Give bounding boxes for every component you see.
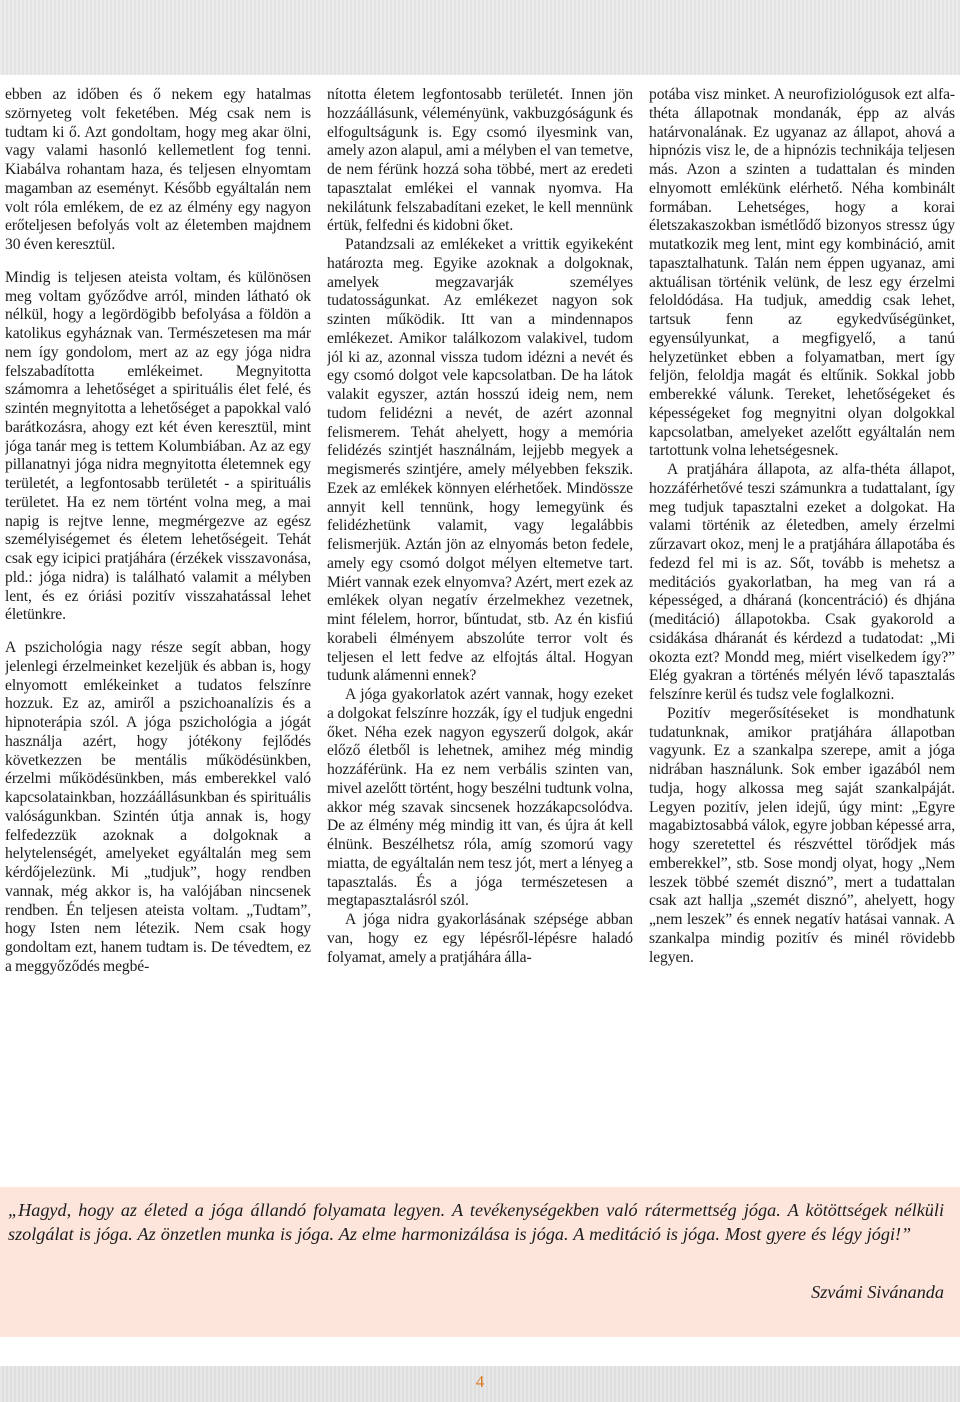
paragraph: A pszichológia nagy része segít abban, hogy jelenlegi érzelmeinket kezeljük és abban is, hogy elnyomott emlékeinket a tudatos felszínre hozzuk. Ez az, amiről a pszichoanalízis és a hipnoterápia szól. A jóga pszichológia a jógát használja azért, hogy jótékony fejlődés következzen be mentális működésünkben, érzelmi működésünkben, más emberekkel való kapcsolatainkban, hozzáállásunkban és spirituális valóságunkban. Szintén útja annak is, hogy felfedezzük azoknak a dolgoknak a helytelenségét, amelyeket egyáltalán meg sem kérdőjelezünk. Mi „tudjuk”, hogy rendben vannak, még akkor is, ha valójában nincsenek rendben. Én teljesen ateista voltam. „Tudtam”, hogy Isten nem létezik. Nem csak hogy gondoltam ezt, hanem tudtam is. De tévedtem, ez a meggyőződés megbé- — [5, 639, 311, 975]
paragraph: potába visz minket. A neurofiziológusok ezt alfa-théta állapotnak mondanák, épp az alvás határvonalának. Ez ugyanaz az állapot, ahová a hipnózis visz le, de a hipnózis technikája teljesen más. Azon a szinten a tudattalan és minden elnyomott emlékünk elérhető. Néha kombinált formában. Lehetséges, hogy a korai életszakaszokban ismétlődő bizonyos stressz úgy mutatkozik meg lent, mint egy kombináció, amit tapasztalhatunk. Talán nem éppen ugyanaz, ami aktuálisan történik velünk, de lesz egy érzelmi feloldódása. Ha tudjuk, ameddig csak lehet, tartsuk fenn az egykedvűségünket, egyensúlyunkat, a megfigyelő, a tanú helyzetünket ebben a folyamatban, mert így feljön, feloldja magát és eltűnik. Sokkal jobb emberekké válunk. Tereket, lehetőségeket és képességeket fog megnyitni olyan dolgokkal kapcsolatban, amelyeket azelőtt egyáltalán nem tartottunk volna lehetségesnek. — [649, 86, 955, 460]
column-2 — [327, 86, 633, 1178]
paragraph: A jóga gyakorlatok azért vannak, hogy ezeket a dolgokat felszínre hozzák, így el tudjuk engedni őket. Néha ezek nagyon egyszerű dolgok, akár előző életből is lehetnek, amihez még mindig hozzáférünk. Ha ez nem verbális szinten van, mivel azelőtt történt, hogy beszélni tudtunk volna, akkor még szavak sincsenek hozzákapcsolódva. De az élmény még mindig itt van, és újra át kell élnünk. Beszélhetsz róla, amíg szomorú vagy miatta, de egyáltalán nem tesz jót, mert a lényeg a tapasztalás. És a jóga természetesen a megtapasztalásról szól. — [327, 686, 633, 910]
column-1 — [5, 86, 311, 1178]
paragraph: nította életem legfontosabb területét. Innen jön hozzáállásunk, véleményünk, vakbuzgóságunk és elfogultságunk is. Egy csomó ilyesmink van, amely azon alapul, ami a mélyben el van temetve, de nem férünk hozzá soha többé, mert az eredeti tapasztalat emlékei el vannak nyomva. Ha nekilátunk felszabadítani ezeket, le kell mennünk értük, felfedni és kidobni őket. — [327, 86, 633, 235]
quote-author: Szvámi Sivánanda — [811, 1282, 944, 1302]
paragraph: Mindig is teljesen ateista voltam, és különösen meg voltam győződve arról, minden látható ok nélkül, hogy a legördögibb befolyása a földön a katolikus egyháznak van. Természetesen ma már nem így gondolom, mert az az egy jóga nidra felszabadította emlékeimet. Megnyitotta számomra a lehetőséget a spirituális élet felé, és szintén megnyitotta a lehetőséget a papokkal való barátkozásra, ahogy ezt két éven keresztül, mint jóga tanár meg is tettem Kolumbiában. Az az egy pillanatnyi jóga nidra megnyitotta életemnek egy területét, a legfontosabb területét - a spirituális területet. Ha ez nem történt volna meg, a mai napig is rejtve lenne, megmérgezve az egész személyiségemet és életem lehetőségeit. Tehát csak egy icipici pratjáhára (érzékek visszavonása, pld.: jóga nidra) is található valamit a mélyben lent, és ez óriási pozitív visszahatással lehet életünkre. — [5, 268, 311, 624]
paragraph: ebben az időben és ő nekem egy hatalmas szörnyeteg volt feketében. Még csak nem is tudtam ki ő. Azt gondoltam, hogy meg akar ölni, vagy valami hasonló kellemetlent fog tenni. Kiabálva rohantam haza, és teljesen elnyomtam magamban az eseményt. Később egyáltalán nem volt róla emlékem, de ez az élmény egy nagyon erőteljesen befolyás volt az életemben majdnem 30 éven keresztül. — [5, 86, 311, 253]
quote-box — [0, 1187, 960, 1337]
header-band — [0, 0, 960, 75]
paragraph: A pratjáhára állapota, az alfa-théta állapot, hozzáférhetővé teszi számunkra a tudattalant, így meg tudjuk tapasztalni ezeket a dolgokat. Ha valami történik az életedben, amely érzelmi zűrzavart okoz, menj le a pratjáhára állapotába és fedezd fel mi is az. Sőt, tovább is mehetsz a meditációs gyakorlatban, ha meg van rá a képességed, a dháraná (koncentráció) és dhjána (meditáció) állapotokba. Csak gyakorold a csidákása dháranát és kérdezd a tudatodat: „Mi okozta ezt? Mondd meg, miért viselkedem így?” Elég gyakran a történés mélyén lévő tapasztalás felszínre kerül és tudsz vele foglalkozni. — [649, 461, 955, 703]
footer-band — [0, 1366, 960, 1402]
paragraph: Patandzsali az emlékeket a vrittik egyikeként határozta meg. Egyike azoknak a dolgoknak, amelyek megzavarják személyes tudatosságunkat. Az emlékezet nagyon sok szinten működik. Itt van a mindennapos emlékezet. Amikor találkozom valakivel, tudom jól ki az, azonnal vissza tudom idézni a nevét és egy csomó dolgot vele kapcsolatban. De ha látok valakit egyszer, aztán hosszú ideig nem, nem tudom felidézni a nevét, de azért azonnal felismerem. Tehát ahelyett, hogy a memória felidézés szintjét használnám, lejjebb megyek a megismerés szintjére, amely mélyebben fekszik. Ezek az emlékek könnyen elérhetőek. Mindössze annyit kell tennünk, hogy lemegyünk és felidézhetünk valamit, vagy legalábbis felismerjük. Aztán jön az elnyomás beton fedele, amely egy csomó dolgot mélyen eltemetve tart. Miért vannak ezek elnyomva? Azért, mert ezek az emlékek olyan negatív érzelmekhez vezetnek, mint félelem, horror, bűntudat, stb. Az én kisfiú korabeli élményem abszolúte terror volt és teljesen el lett fedve az elfojtás által. Hogyan tudunk alámenni ennek? — [327, 236, 633, 685]
quote-text: „Hagyd, hogy az életed a jóga állandó folyamata legyen. A tevékenységekben való rátermettség jóga. A kötöttségek nélküli szolgálat is jóga. Az önzetlen munka is jóga. Az elme harmonizálása is jóga. A meditáció is jóga. Most gyere és légy jógi!” — [8, 1200, 944, 1244]
article-columns — [5, 86, 955, 1178]
paragraph: A jóga nidra gyakorlásának szépsége abban van, hogy ez egy lépésről-lépésre haladó folyamat, amely a pratjáhára álla- — [327, 911, 633, 966]
column-3 — [649, 86, 955, 1178]
paragraph: Pozitív megerősítéseket is mondhatunk tudatunknak, amikor pratjáhára állapotban vagyunk. Ez a szankalpa szerepe, amit a jóga nidrában használunk. Sok ember igazából nem tudja, hogy alkossa meg saját szankalpáját. Legyen pozitív, jelen idejű, úgy mint: „Egyre magabiztosabbá válok, egyre jobban képessé arra, hogy szeretettel és részvéttel törődjek más emberekkel”, stb. Sose mondj olyat, hogy „Nem leszek többé szemét disznó”, mert a tudattalan csak azt hallja „szemét disznó”, ahelyett, hogy „nem leszek” és ennek negatív hatásai vannak. A szankalpa mindig pozitív és minél rövidebb legyen. — [649, 704, 955, 966]
page-number: 4 — [475, 1372, 485, 1391]
